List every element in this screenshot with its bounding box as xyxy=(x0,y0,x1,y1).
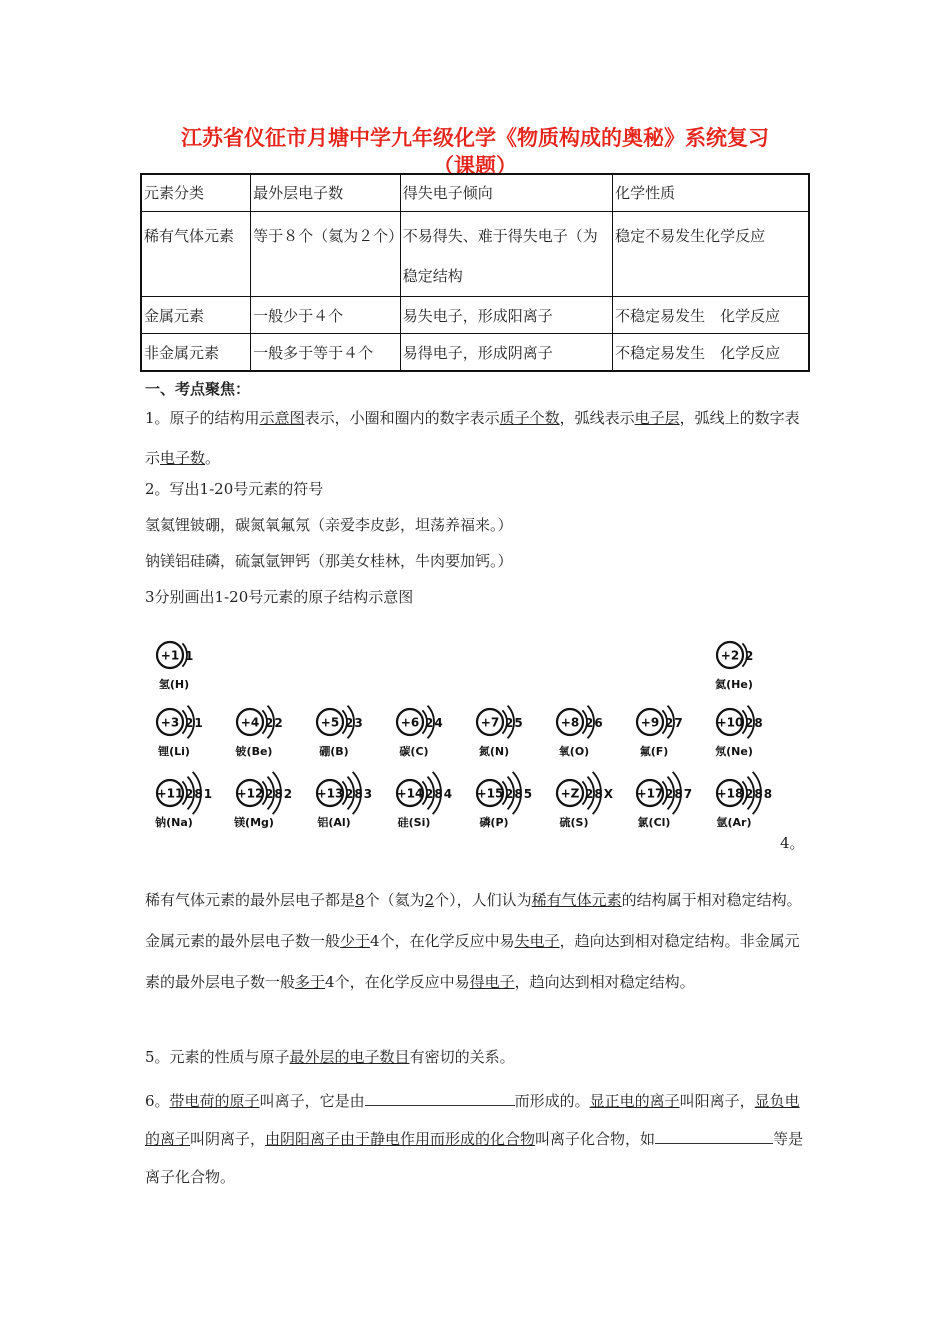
fill-blank[interactable] xyxy=(655,1129,693,1144)
text: 叫离子化合物，如 xyxy=(535,1130,656,1148)
element-label: 硫(S) xyxy=(559,816,589,829)
nuclear-charge: +9 xyxy=(640,715,660,730)
text: 等是离子化合物。 xyxy=(145,1130,804,1186)
header-cell: 元素分类 xyxy=(141,174,251,212)
atom-diagram xyxy=(397,706,444,758)
text: 4个，在化学反应中易 xyxy=(370,932,515,950)
shell-electron-counts: 28 xyxy=(745,716,764,730)
table-cell: 易得电子，形成阴离子 xyxy=(400,334,612,372)
text: 1。原子的结构用 xyxy=(145,409,260,427)
atomic-structure-diagrams xyxy=(140,625,780,840)
nuclear-charge: +4 xyxy=(240,715,260,730)
atom-diagram xyxy=(715,642,754,691)
answer-text: 8 xyxy=(355,891,365,909)
table-cell: 一般多于等于４个 xyxy=(251,334,401,372)
shell-electron-counts: 285 xyxy=(505,787,534,801)
paragraph-3: 3分别画出1-20号元素的原子结构示意图 xyxy=(145,588,414,606)
header-cell: 得失电子倾向 xyxy=(400,174,612,212)
text: 4个，在化学反应中易 xyxy=(325,973,470,991)
element-label: 硼(B) xyxy=(319,745,349,758)
shell-electron-counts: 1 xyxy=(185,649,195,663)
table-cell: 不易得失、难于得失电子（为稳定结构 xyxy=(400,212,612,297)
text: ，趋向达到相对稳定结构。 xyxy=(514,973,695,991)
table-cell: 一般少于４个 xyxy=(251,297,401,334)
table-cell: 不稳定易发生 化学反应 xyxy=(613,297,809,334)
shell-electron-counts: 288 xyxy=(745,787,774,801)
shell-electron-counts: 283 xyxy=(345,787,374,801)
text: 有密切的关系。 xyxy=(409,1048,515,1066)
shell-electron-counts: 22 xyxy=(265,716,284,730)
element-label: 氟(F) xyxy=(639,745,669,758)
nuclear-charge: +18 xyxy=(716,786,744,801)
shell-electron-counts: 26 xyxy=(585,716,604,730)
atom-diagram xyxy=(397,772,453,829)
paragraph-6 xyxy=(145,1082,810,1196)
nuclear-charge: +7 xyxy=(480,715,500,730)
element-label: 氧(O) xyxy=(558,745,590,758)
text: 的结构属于相对稳定结构。金属元素的最外层电子数一般 xyxy=(145,891,802,950)
nuclear-charge: +14 xyxy=(396,786,424,801)
answer-text: 2 xyxy=(424,891,435,909)
nuclear-charge: +1 xyxy=(160,648,180,663)
shell-electron-counts: 21 xyxy=(185,716,204,730)
element-label: 磷(P) xyxy=(479,816,509,829)
element-label: 氩(Ar) xyxy=(716,816,752,829)
nuclear-charge: +11 xyxy=(156,786,184,801)
shell-electron-counts: 25 xyxy=(505,716,524,730)
table-row xyxy=(141,297,809,334)
text: 稀有气体元素的最外层电子都是 xyxy=(145,891,356,909)
mnemonic-line-2: 钠镁铝硅磷，硫氯氩钾钙（那美女桂林，牛肉要加钙。） xyxy=(145,552,513,570)
paragraph-4 xyxy=(145,880,810,1003)
nuclear-charge: +8 xyxy=(560,715,580,730)
nuclear-charge: +10 xyxy=(716,715,744,730)
element-label: 钠(Na) xyxy=(155,816,193,829)
text: 。 xyxy=(205,449,221,467)
item-number-4: 4。 xyxy=(780,834,805,852)
text: 个（氦为 xyxy=(364,891,425,909)
element-label: 镁(Mg) xyxy=(234,816,274,829)
element-label: 氢(H) xyxy=(158,678,190,691)
text: 5。元素的性质与原子 xyxy=(145,1048,290,1066)
table-row xyxy=(141,212,809,297)
shell-electron-counts: 282 xyxy=(265,787,294,801)
atom-diagram xyxy=(317,706,364,758)
atom-diagram xyxy=(717,772,774,829)
nuclear-charge: +3 xyxy=(160,715,180,730)
element-label: 氦(He) xyxy=(715,678,753,691)
element-label: 氮(N) xyxy=(478,745,510,758)
element-label: 铍(Be) xyxy=(235,745,273,758)
atom-diagram xyxy=(233,772,293,829)
text: 个），人们认为 xyxy=(434,891,532,909)
answer-text: 失电子 xyxy=(514,932,560,950)
table-cell: 金属元素 xyxy=(141,297,251,334)
atom-diagram xyxy=(317,772,373,829)
text: 叫离子，它是由 xyxy=(259,1092,365,1110)
nuclear-charge: +13 xyxy=(316,786,344,801)
answer-text: 显负电的离子 xyxy=(145,1092,800,1148)
answer-text: 多于 xyxy=(295,973,326,991)
header-cell: 化学性质 xyxy=(613,174,809,212)
answer-text: 示意图 xyxy=(259,409,305,427)
nuclear-charge: +12 xyxy=(236,786,264,801)
table-cell: 稀有气体元素 xyxy=(141,212,251,297)
paragraph-5 xyxy=(145,1046,810,1067)
answer-text: 稀有气体元素 xyxy=(531,891,622,909)
answer-text: 得电子 xyxy=(469,973,515,991)
answer-text: 少于 xyxy=(340,932,371,950)
element-label: 铝(Al) xyxy=(317,816,351,829)
answer-text: 电子数 xyxy=(160,449,206,467)
atom-diagram xyxy=(477,706,524,758)
nuclear-charge: +2 xyxy=(720,648,740,663)
nuclear-charge: +5 xyxy=(320,715,340,730)
shell-electron-counts: 28X xyxy=(585,787,614,801)
nuclear-charge: +17 xyxy=(636,786,664,801)
element-label: 锂(Li) xyxy=(158,745,190,758)
answer-text: 带电荷的原子 xyxy=(169,1092,260,1110)
fill-blank[interactable] xyxy=(693,1129,773,1144)
table-cell: 等于８个（氦为２个） xyxy=(251,212,401,297)
text: 叫阳离子， xyxy=(679,1092,755,1110)
answer-text: 电子层 xyxy=(634,409,680,427)
element-label: 硅(Si) xyxy=(397,816,431,829)
atom-diagram xyxy=(557,772,614,829)
answer-text: 最外层的电子数目 xyxy=(289,1048,410,1066)
table-row xyxy=(141,334,809,372)
text: 而形成的。 xyxy=(514,1092,590,1110)
table-cell: 非金属元素 xyxy=(141,334,251,372)
shell-electron-counts: 281 xyxy=(185,787,214,801)
paragraph-2: 2。写出1-20号元素的符号 xyxy=(145,480,324,498)
shell-electron-counts: 284 xyxy=(425,787,454,801)
nuclear-charge: +6 xyxy=(400,715,420,730)
title-line-1: 江苏省仪征市月塘中学九年级化学《物质构成的奥秘》系统复习 xyxy=(181,126,769,150)
atom-diagram xyxy=(155,772,213,829)
text: 表示，小圈和圈内的数字表示 xyxy=(304,409,500,427)
section-heading: 一、考点聚焦： xyxy=(145,380,251,398)
atom-diagram xyxy=(236,706,284,758)
paragraph-1 xyxy=(145,398,810,478)
nuclear-charge: +Z xyxy=(560,786,580,801)
text: 叫阴离子， xyxy=(190,1130,266,1148)
title-line-2: （课题） xyxy=(433,154,517,178)
table-cell: 不稳定易发生 化学反应 xyxy=(613,334,809,372)
atom-diagram xyxy=(157,706,204,758)
fill-blank[interactable] xyxy=(365,1091,515,1106)
shell-electron-counts: 24 xyxy=(425,716,444,730)
atom-diagram xyxy=(477,772,533,829)
shell-electron-counts: 287 xyxy=(665,787,694,801)
atom-diagram xyxy=(637,772,693,829)
atom-diagram xyxy=(715,706,764,758)
answer-text: 由阴阳离子由于静电作用而形成的化合物 xyxy=(265,1130,536,1148)
table-cell: 易失电子，形成阳离子 xyxy=(400,297,612,334)
text: ，弧线表示 xyxy=(559,409,635,427)
nuclear-charge: +15 xyxy=(476,786,504,801)
text: 6。 xyxy=(145,1092,170,1110)
answer-text: 显正电的离子 xyxy=(589,1092,680,1110)
table-cell: 稳定不易发生化学反应 xyxy=(613,212,809,297)
atom-diagram xyxy=(557,706,604,758)
shell-electron-counts: 23 xyxy=(345,716,364,730)
element-label: 碳(C) xyxy=(399,745,429,758)
shell-electron-counts: 27 xyxy=(665,716,684,730)
atom-diagram xyxy=(157,642,194,691)
page-title xyxy=(0,124,950,180)
text: ，弧线上的数字表示 xyxy=(145,409,800,467)
header-cell: 最外层电子数 xyxy=(251,174,401,212)
shell-electron-counts: 2 xyxy=(745,649,755,663)
mnemonic-line-1: 氢氦锂铍硼，碳氮氧氟氖（亲爱李皮彭，坦荡养福来。） xyxy=(145,516,513,534)
answer-text: 质子个数 xyxy=(499,409,560,427)
table-header-row xyxy=(141,174,809,212)
element-label: 氖(Ne) xyxy=(715,745,753,758)
element-label: 氯(Cl) xyxy=(637,816,671,829)
text: ，趋向达到相对稳定结构。非金属元素的最外层电子数一般 xyxy=(145,932,800,991)
element-classification-table xyxy=(140,173,810,372)
atom-diagram xyxy=(637,706,684,758)
